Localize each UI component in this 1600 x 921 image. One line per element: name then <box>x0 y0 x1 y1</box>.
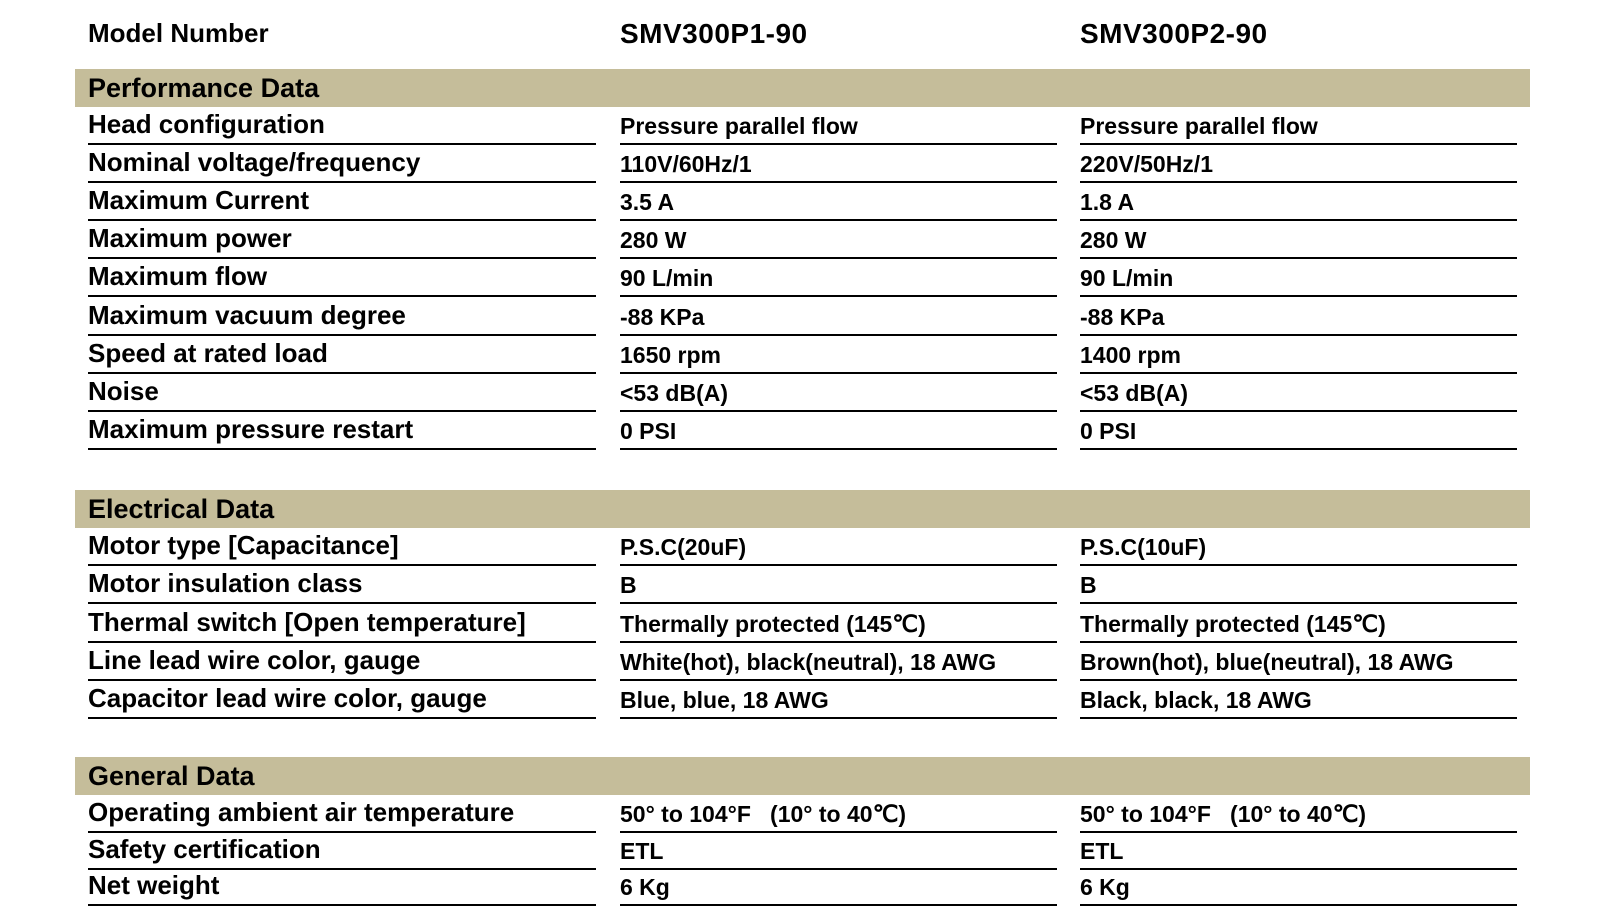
table-row <box>0 221 1600 259</box>
row-value-model-1: Blue, blue, 18 AWG <box>620 681 1057 719</box>
row-value-model-2: 1400 rpm <box>1080 336 1517 374</box>
row-value-model-2: P.S.C(10uF) <box>1080 528 1517 566</box>
table-row <box>0 336 1600 374</box>
row-value-model-1: B <box>620 566 1057 604</box>
table-row <box>0 298 1600 336</box>
model-2-name: SMV300P2-90 <box>1080 18 1268 49</box>
row-value-model-1: 0 PSI <box>620 412 1057 450</box>
row-value-model-2: 280 W <box>1080 221 1517 259</box>
row-value-model-2: <53 dB(A) <box>1080 374 1517 412</box>
row-value-model-1: P.S.C(20uF) <box>620 528 1057 566</box>
table-row <box>0 183 1600 221</box>
row-label: Safety certification <box>88 832 596 870</box>
row-value-model-2: 50° to 104°F (10° to 40℃) <box>1080 795 1517 833</box>
table-row <box>0 374 1600 412</box>
row-label: Operating ambient air temperature <box>88 795 596 833</box>
table-row <box>0 259 1600 297</box>
row-value-model-2: 1.8 A <box>1080 183 1517 221</box>
row-label: Maximum flow <box>88 259 596 297</box>
row-value-model-2: -88 KPa <box>1080 298 1517 336</box>
row-value-model-1: 1650 rpm <box>620 336 1057 374</box>
row-value-model-2: Black, black, 18 AWG <box>1080 681 1517 719</box>
row-label: Line lead wire color, gauge <box>88 643 596 681</box>
row-value-model-1: 3.5 A <box>620 183 1057 221</box>
table-row <box>0 643 1600 681</box>
section-bar-general <box>75 757 1530 795</box>
row-value-model-2: 6 Kg <box>1080 868 1517 906</box>
row-value-model-2: Pressure parallel flow <box>1080 107 1517 145</box>
table-row <box>0 566 1600 604</box>
section-title: Electrical Data <box>88 494 275 524</box>
table-row <box>0 107 1600 145</box>
row-label: Maximum power <box>88 221 596 259</box>
row-label: Maximum pressure restart <box>88 412 596 450</box>
table-row <box>0 795 1600 833</box>
row-value-model-1: 280 W <box>620 221 1057 259</box>
row-label: Speed at rated load <box>88 336 596 374</box>
row-value-model-1: Thermally protected (145℃) <box>620 605 1057 643</box>
row-label: Motor type [Capacitance] <box>88 528 596 566</box>
row-value-model-2: Thermally protected (145℃) <box>1080 605 1517 643</box>
row-value-model-1: Pressure parallel flow <box>620 107 1057 145</box>
row-label: Nominal voltage/frequency <box>88 145 596 183</box>
section-title: General Data <box>88 761 255 791</box>
section-title: Performance Data <box>88 73 320 103</box>
row-value-model-2: ETL <box>1080 832 1517 870</box>
table-row <box>0 145 1600 183</box>
row-value-model-1: 90 L/min <box>620 259 1057 297</box>
model-number-header <box>0 0 1600 60</box>
row-value-model-1: 6 Kg <box>620 868 1057 906</box>
model-number-label: Model Number <box>88 18 269 48</box>
row-label: Thermal switch [Open temperature] <box>88 605 596 643</box>
row-value-model-1: White(hot), black(neutral), 18 AWG <box>620 643 1057 681</box>
row-value-model-1: -88 KPa <box>620 298 1057 336</box>
row-value-model-1: <53 dB(A) <box>620 374 1057 412</box>
table-row <box>0 832 1600 870</box>
row-value-model-2: B <box>1080 566 1517 604</box>
row-value-model-1: 50° to 104°F (10° to 40℃) <box>620 795 1057 833</box>
table-row <box>0 605 1600 643</box>
row-label: Head configuration <box>88 107 596 145</box>
table-row <box>0 412 1600 450</box>
row-value-model-1: ETL <box>620 832 1057 870</box>
row-label: Noise <box>88 374 596 412</box>
row-value-model-2: 0 PSI <box>1080 412 1517 450</box>
table-row <box>0 681 1600 719</box>
table-row <box>0 868 1600 906</box>
row-label: Motor insulation class <box>88 566 596 604</box>
table-row <box>0 528 1600 566</box>
section-bar-electrical <box>75 490 1530 528</box>
row-value-model-2: Brown(hot), blue(neutral), 18 AWG <box>1080 643 1517 681</box>
row-label: Maximum vacuum degree <box>88 298 596 336</box>
row-value-model-1: 110V/60Hz/1 <box>620 145 1057 183</box>
section-bar-performance <box>75 69 1530 107</box>
row-label: Net weight <box>88 868 596 906</box>
row-value-model-2: 90 L/min <box>1080 259 1517 297</box>
row-label: Capacitor lead wire color, gauge <box>88 681 596 719</box>
model-1-name: SMV300P1-90 <box>620 18 808 49</box>
row-label: Maximum Current <box>88 183 596 221</box>
row-value-model-2: 220V/50Hz/1 <box>1080 145 1517 183</box>
